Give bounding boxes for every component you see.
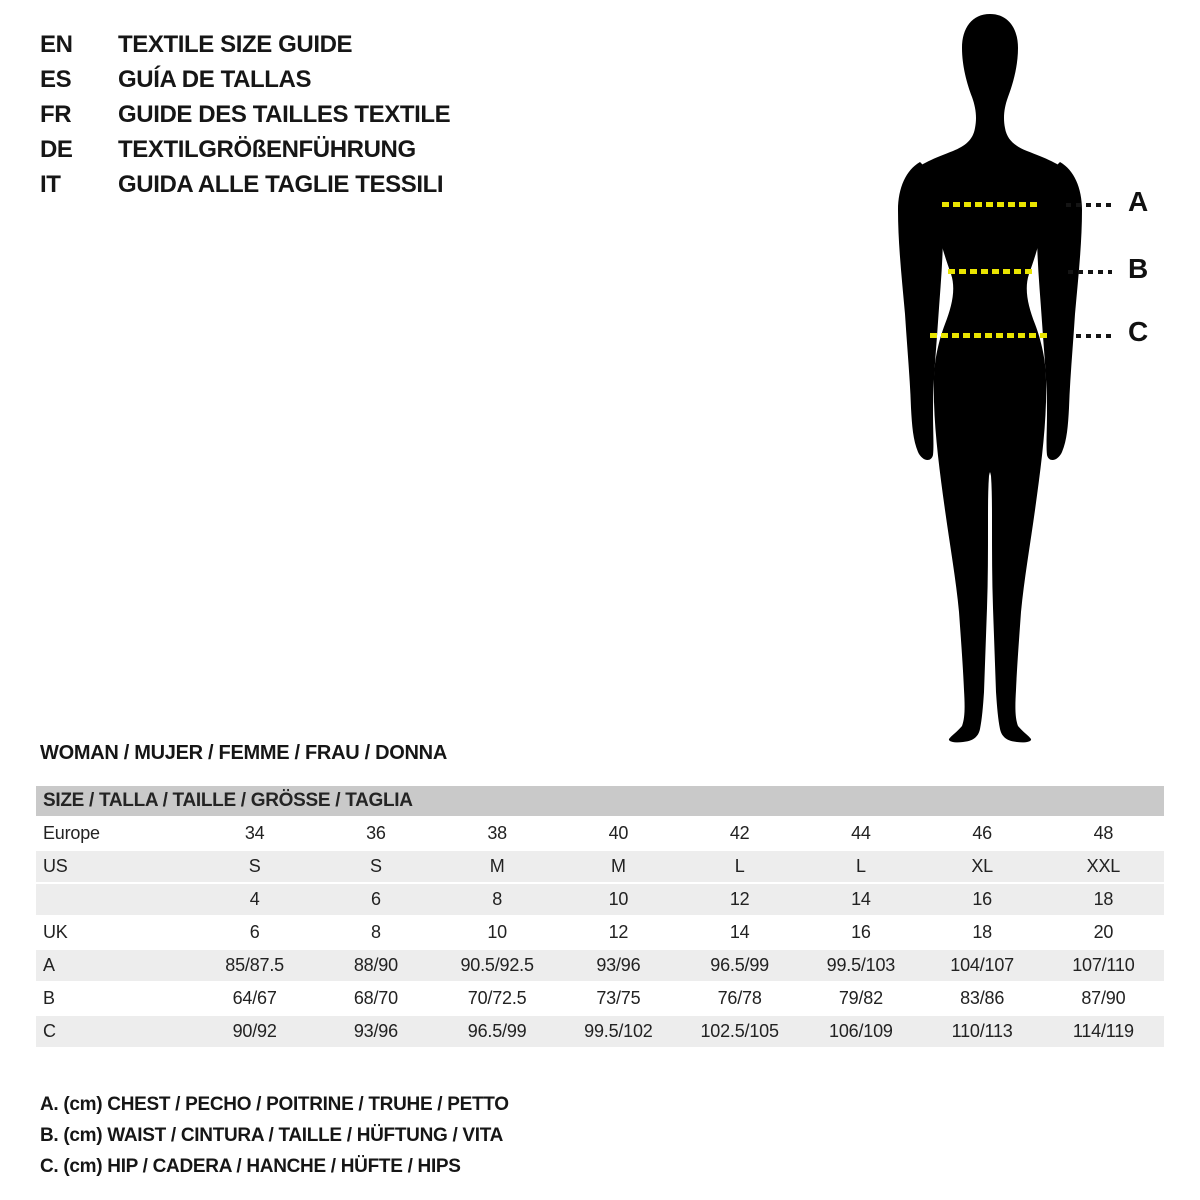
table-cell: 20 — [1043, 916, 1164, 949]
table-cell: M — [437, 850, 558, 883]
language-list — [40, 27, 450, 202]
table-cell: 8 — [437, 883, 558, 916]
table-row — [36, 817, 1164, 850]
table-row — [36, 916, 1164, 949]
table-cell: 44 — [800, 817, 921, 850]
language-row-de — [40, 132, 450, 167]
table-cell: 88/90 — [315, 949, 436, 982]
table-cell: 68/70 — [315, 982, 436, 1015]
legend-line: A. (cm) CHEST / PECHO / POITRINE / TRUHE / PETTO — [40, 1094, 509, 1115]
row-label: US — [36, 850, 194, 883]
language-title: TEXTILE SIZE GUIDE — [118, 31, 353, 58]
table-cell: 12 — [679, 883, 800, 916]
table-cell: 6 — [194, 916, 315, 949]
table-cell: XL — [922, 850, 1043, 883]
table-row — [36, 850, 1164, 883]
table-cell: M — [558, 850, 679, 883]
hip-measure-line — [930, 333, 1048, 338]
table-cell: 93/96 — [558, 949, 679, 982]
table-cell: 34 — [194, 817, 315, 850]
table-cell: 16 — [800, 916, 921, 949]
row-label: B — [36, 982, 194, 1015]
table-cell: 18 — [1043, 883, 1164, 916]
table-cell: 90/92 — [194, 1015, 315, 1047]
table-cell: 46 — [922, 817, 1043, 850]
table-row — [36, 949, 1164, 982]
marker-label-c: C — [1128, 316, 1149, 347]
marker-label-b: B — [1128, 253, 1149, 284]
language-title: GUIDE DES TAILLES TEXTILE — [118, 101, 451, 128]
table-cell: 4 — [194, 883, 315, 916]
row-label: UK — [36, 916, 194, 949]
language-code: FR — [40, 101, 72, 128]
table-cell: 93/96 — [315, 1015, 436, 1047]
table-cell: XXL — [1043, 850, 1164, 883]
language-title: GUIDA ALLE TAGLIE TESSILI — [118, 171, 444, 198]
size-table-header-bar: SIZE / TALLA / TAILLE / GRÖSSE / TAGLIA — [36, 786, 1164, 816]
row-label: A — [36, 949, 194, 982]
size-table — [36, 786, 1164, 1047]
language-title: GUÍA DE TALLAS — [118, 66, 312, 93]
table-cell: 106/109 — [800, 1015, 921, 1047]
figure-silhouette — [872, 12, 1132, 748]
table-cell: 10 — [558, 883, 679, 916]
table-cell: 114/119 — [1043, 1015, 1164, 1047]
language-code: ES — [40, 66, 72, 93]
table-cell: 18 — [922, 916, 1043, 949]
waist-measure-line — [948, 269, 1036, 274]
table-cell: 102.5/105 — [679, 1015, 800, 1047]
table-cell: 96.5/99 — [437, 1015, 558, 1047]
chest-line-extension — [1066, 203, 1112, 207]
row-label: Europe — [36, 817, 194, 850]
table-cell: 16 — [922, 883, 1043, 916]
woman-silhouette — [872, 12, 1108, 744]
language-code: IT — [40, 171, 61, 198]
table-cell: 48 — [1043, 817, 1164, 850]
table-cell: 6 — [315, 883, 436, 916]
waist-line-extension — [1068, 270, 1112, 274]
table-cell: 64/67 — [194, 982, 315, 1015]
table-cell: 76/78 — [679, 982, 800, 1015]
table-cell: 99.5/102 — [558, 1015, 679, 1047]
language-code: EN — [40, 31, 73, 58]
language-code: DE — [40, 136, 73, 163]
row-label — [36, 883, 194, 916]
marker-label-a: A — [1128, 186, 1149, 217]
table-cell: S — [194, 850, 315, 883]
language-row-it — [40, 167, 450, 202]
table-cell: 10 — [437, 916, 558, 949]
table-cell: 14 — [800, 883, 921, 916]
table-cell: 96.5/99 — [679, 949, 800, 982]
table-cell: L — [679, 850, 800, 883]
table-cell: 110/113 — [922, 1015, 1043, 1047]
table-cell: 12 — [558, 916, 679, 949]
table-cell: 90.5/92.5 — [437, 949, 558, 982]
table-cell: 70/72.5 — [437, 982, 558, 1015]
language-row-es — [40, 62, 450, 97]
table-cell: 104/107 — [922, 949, 1043, 982]
table-cell: 14 — [679, 916, 800, 949]
table-cell: 85/87.5 — [194, 949, 315, 982]
table-row — [36, 982, 1164, 1015]
table-cell: 83/86 — [922, 982, 1043, 1015]
measurement-legend — [40, 1089, 509, 1182]
table-row — [36, 1015, 1164, 1047]
row-label: C — [36, 1015, 194, 1047]
table-cell: L — [800, 850, 921, 883]
language-title: TEXTILGRÖßENFÜHRUNG — [118, 136, 416, 163]
table-cell: 8 — [315, 916, 436, 949]
table-cell: S — [315, 850, 436, 883]
table-cell: 73/75 — [558, 982, 679, 1015]
language-row-fr — [40, 97, 450, 132]
language-row-en — [40, 27, 450, 62]
table-cell: 40 — [558, 817, 679, 850]
legend-line: C. (cm) HIP / CADERA / HANCHE / HÜFTE / HIPS — [40, 1156, 461, 1177]
table-cell: 87/90 — [1043, 982, 1164, 1015]
table-cell: 107/110 — [1043, 949, 1164, 982]
table-cell: 99.5/103 — [800, 949, 921, 982]
table-cell: 36 — [315, 817, 436, 850]
table-cell: 79/82 — [800, 982, 921, 1015]
legend-line: B. (cm) WAIST / CINTURA / TAILLE / HÜFTUNG / VITA — [40, 1125, 504, 1146]
size-table-grid — [36, 816, 1164, 1047]
hip-line-extension — [1076, 334, 1112, 338]
table-row — [36, 883, 1164, 916]
table-cell: 42 — [679, 817, 800, 850]
table-cell: 38 — [437, 817, 558, 850]
section-title: WOMAN / MUJER / FEMME / FRAU / DONNA — [40, 742, 447, 764]
chest-measure-line — [942, 202, 1040, 207]
